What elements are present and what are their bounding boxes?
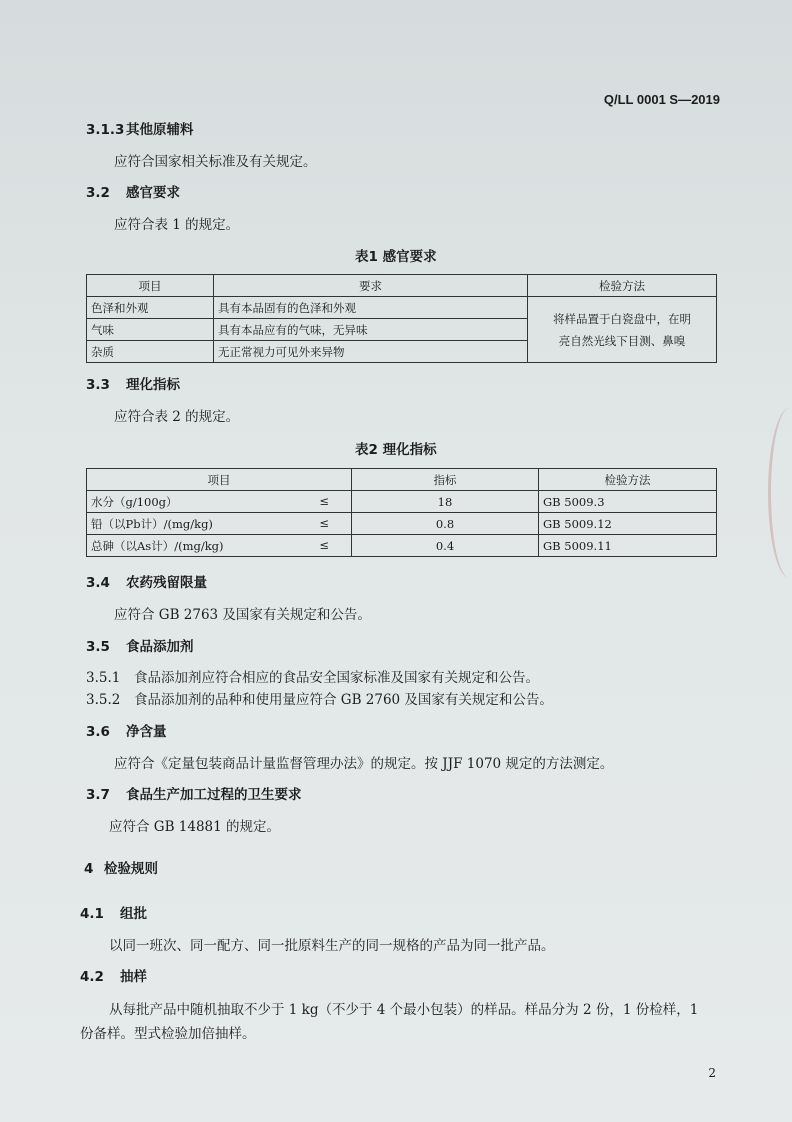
header-cell: 项目 (87, 469, 352, 491)
header-cell: 指标 (352, 469, 539, 491)
section-title: 组批 (120, 906, 147, 922)
requirement-cell: 具有本品应有的气味，无异味 (214, 319, 528, 341)
section-heading-3-4 (86, 571, 207, 591)
subclause-3-5-1 (86, 666, 539, 686)
table-row (87, 513, 717, 535)
subclause-text: 食品添加剂的品种和使用量应符合 GB 2760 及国家有关规定和公告。 (134, 692, 553, 708)
section-number: 4.1 (80, 906, 104, 922)
page-number: 2 (708, 1066, 716, 1080)
method-cell (528, 297, 717, 363)
section-heading-3-3 (86, 373, 180, 393)
section-number: 3.7 (86, 787, 110, 803)
section-number: 3.3 (86, 377, 110, 393)
section-heading-3-5 (86, 635, 194, 655)
section-title: 农药残留限量 (126, 575, 207, 591)
section-title: 食品添加剂 (126, 639, 194, 655)
section-title: 理化指标 (126, 377, 180, 393)
header-cell: 检验方法 (528, 275, 717, 297)
section-number: 3.1.3 (86, 122, 125, 138)
section-heading-3-2 (86, 181, 180, 201)
table2-caption: 表2 理化指标 (355, 442, 437, 458)
section-number: 3.2 (86, 185, 110, 201)
section-heading-3-1-3 (86, 118, 194, 138)
section-number: 3.6 (86, 724, 110, 740)
section-title: 感官要求 (126, 185, 180, 201)
section-body: 应符合表 2 的规定。 (114, 409, 240, 425)
section-title: 其他原辅料 (126, 122, 194, 138)
section-title: 抽样 (120, 969, 147, 985)
table1-caption: 表1 感官要求 (355, 249, 437, 265)
item-label: 总砷（以As计）/(mg/kg) (91, 538, 224, 553)
operator-symbol: ≤ (319, 537, 329, 552)
section-body: 应符合 GB 14881 的规定。 (109, 819, 281, 835)
table-row (87, 297, 717, 319)
section-number: 4 (84, 861, 94, 877)
table-sensory (86, 274, 717, 363)
section-title: 食品生产加工过程的卫生要求 (126, 787, 302, 803)
section-title: 检验规则 (104, 861, 158, 877)
section-body-line: 份备样。型式检验加倍抽样。 (80, 1026, 256, 1042)
item-cell: 色泽和外观 (87, 297, 214, 319)
header-cell: 要求 (214, 275, 528, 297)
requirement-cell: 无正常视力可见外来异物 (214, 341, 528, 363)
section-number: 3.5 (86, 639, 110, 655)
seal-stamp-edge (768, 408, 792, 578)
header-cell: 项目 (87, 275, 214, 297)
method-line: 将样品置于白瓷盘中，在明 (553, 311, 691, 326)
subclause-number: 3.5.2 (86, 692, 121, 708)
header-cell: 检验方法 (539, 469, 717, 491)
method-cell: GB 5009.3 (539, 491, 717, 513)
operator-symbol: ≤ (319, 493, 329, 508)
requirement-cell: 具有本品固有的色泽和外观 (214, 297, 528, 319)
section-title: 净含量 (126, 724, 167, 740)
subclause-3-5-2 (86, 688, 553, 708)
section-heading-4-2 (80, 965, 147, 985)
table-physicochemical (86, 468, 717, 557)
table-header-row (87, 469, 717, 491)
item-label: 水分（g/100g） (91, 494, 178, 509)
value-cell: 0.4 (352, 535, 539, 557)
subclause-text: 食品添加剂应符合相应的食品安全国家标准及国家有关规定和公告。 (134, 670, 539, 686)
section-heading-4-1 (80, 902, 147, 922)
section-body: 应符合 GB 2763 及国家有关规定和公告。 (114, 607, 371, 623)
section-body: 应符合《定量包装商品计量监督管理办法》的规定。按 JJF 1070 规定的方法测定。 (114, 756, 614, 772)
section-heading-4 (84, 857, 158, 877)
operator-symbol: ≤ (319, 515, 329, 530)
section-number: 4.2 (80, 969, 104, 985)
method-line: 亮自然光线下目测、鼻嗅 (558, 333, 686, 348)
section-body-line: 从每批产品中随机抽取不少于 1 kg（不少于 4 个最小包装）的样品。样品分为 2 份，1 份检样，1 (109, 1002, 699, 1018)
section-number: 3.4 (86, 575, 110, 591)
method-cell: GB 5009.12 (539, 513, 717, 535)
document-id: Q/LL 0001 S—2019 (603, 92, 720, 107)
subclause-number: 3.5.1 (86, 670, 121, 686)
section-body: 应符合表 1 的规定。 (114, 217, 240, 233)
item-cell (87, 491, 352, 513)
table-row (87, 491, 717, 513)
value-cell: 0.8 (352, 513, 539, 535)
section-body: 应符合国家相关标准及有关规定。 (114, 154, 317, 170)
method-cell: GB 5009.11 (539, 535, 717, 557)
section-heading-3-6 (86, 720, 167, 740)
item-cell (87, 513, 352, 535)
section-body: 以同一班次、同一配方、同一批原料生产的同一规格的产品为同一批产品。 (109, 938, 555, 954)
item-label: 铅（以Pb计）/(mg/kg) (91, 516, 213, 531)
value-cell: 18 (352, 491, 539, 513)
table-header-row (87, 275, 717, 297)
section-heading-3-7 (86, 783, 302, 803)
item-cell: 杂质 (87, 341, 214, 363)
table-row (87, 535, 717, 557)
item-cell (87, 535, 352, 557)
item-cell: 气味 (87, 319, 214, 341)
